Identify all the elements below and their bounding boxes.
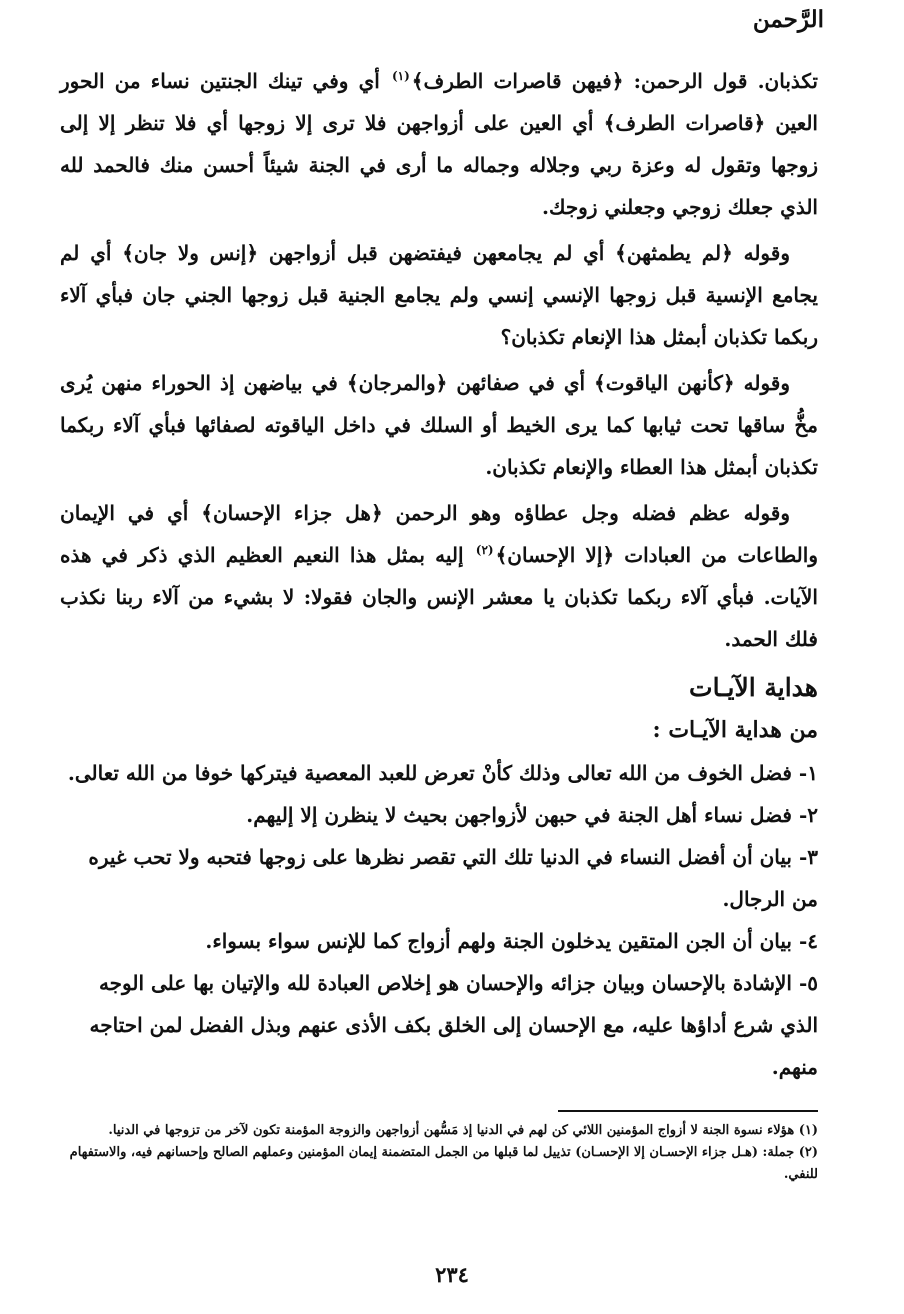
footnotes [50, 1120, 818, 1186]
list-item: ٤- بيان أن الجن المتقين يدخلون الجنة ولهم أزواج كما للإنس سواء بسواء. [205, 929, 818, 953]
paragraph-3: وقوله ﴿كأنهن الياقوت﴾ أي في صفائهن ﴿والمرجان﴾ في بياضهن إذ الحوراء منهن يُرى مخُّ ساقها تحت ثيابها كما يرى الخيط أو السلك في داخل الياقوته لصفائها فبأي آلاء ربكما تكذبان أبمثل هذا العطاء والإنعام تكذبان. [60, 371, 818, 479]
paragraph-1-part-1: تكذبان. قول الرحمن: ﴿فيهن قاصرات الطرف﴾ [411, 69, 818, 93]
main-text [60, 60, 818, 1088]
footnote-ref-1[interactable]: (١) [391, 69, 410, 84]
footnote-2: (٢) جملة: (هـل جزاء الإحسـان إلا الإحسـان) تذييل لما قبلها من الجمل المتضمنة إيمان المؤمنين وعملهم الصالح وإحسانهم فيه، والاستفهام للنفي. [69, 1145, 818, 1182]
header-title: الرَّحمن [752, 6, 824, 33]
list-item: ١- فضل الخوف من الله تعالى وذلك كأنْ تعرض للعبد المعصية فيتركها خوفا من الله تعالى. [67, 761, 818, 785]
paragraph-1 [60, 60, 818, 228]
footnote-divider [558, 1110, 818, 1112]
list-item: ٥- الإشادة بالإحسان وبيان جزائه والإحسان هو إخلاص العبادة لله والإتيان بها على الوجه الذي شرع أداؤها عليه، مع الإحسان إلى الخلق بكف الأذى عنهم وبذل الفضل لمن احتاجه منهم. [89, 971, 818, 1079]
paragraph-2: وقوله ﴿لم يطمثهن﴾ أي لم يجامعهن فيفتضهن قبل أزواجهن ﴿إنس ولا جان﴾ أي لم يجامع الإنسية قبل زوجها الإنسي إنسي ولم يجامع الجنية قبل زوجها الجني جان فبأي آلاء ربكما تكذبان أبمثل هذا الإنعام تكذبان؟ [60, 241, 818, 349]
paragraph-4-part-2: إليه بمثل هذا النعيم العظيم الذي ذكر في هذه الآيات. فبأي آلاء ربكما تكذبان يا معشر الإنس والجان فقولا: لا بشيء من آلاء ربنا نكذب فلك الحمد. [60, 543, 818, 651]
footnote-1: (١) هؤلاء نسوة الجنة لا أزواج المؤمنين اللائي كن لهم في الدنيا إذ مَسُّهن أزواجهن والزوجة المؤمنة تكون لآخر من تزوجها في الدنيا. [108, 1123, 818, 1138]
footnote-ref-2[interactable]: (٢) [475, 543, 494, 558]
list-item: ٢- فضل نساء أهل الجنة في حبهن لأزواجهن بحيث لا ينظرن إلا إليهم. [246, 803, 818, 827]
page-number: ٢٣٤ [435, 1262, 469, 1287]
guidance-list [60, 752, 818, 1088]
paragraph-4-part-1: وقوله عظم فضله وجل عطاؤه وهو الرحمن ﴿هل جزاء الإحسان﴾ أي في الإيمان والطاعات من العبادات ﴿إلا الإحسان﴾ [60, 501, 818, 567]
section-heading: هداية الآيـات [689, 673, 818, 702]
section-subheading: من هداية الآيـات : [652, 717, 818, 743]
list-item: ٣- بيان أن أفضل النساء في الدنيا تلك التي تقصر نظرها على زوجها فتحبه ولا تحب غيره من الرجال. [88, 845, 818, 911]
paragraph-1-part-2: أي وفي تينك الجنتين نساء من الحور العين ﴿قاصرات الطرف﴾ أي العين على أزواجهن فلا ترى إلا زوجها أي فلا تنظر إلا إلى زوجها وتقول له وعزة ربي وجلاله وجماله ما أرى في الجنة شيئاً أحسن منك فالحمد لله الذي جعلك زوجي وجعلني زوجك. [60, 69, 818, 219]
paragraph-4 [60, 492, 818, 660]
running-header [60, 0, 824, 40]
